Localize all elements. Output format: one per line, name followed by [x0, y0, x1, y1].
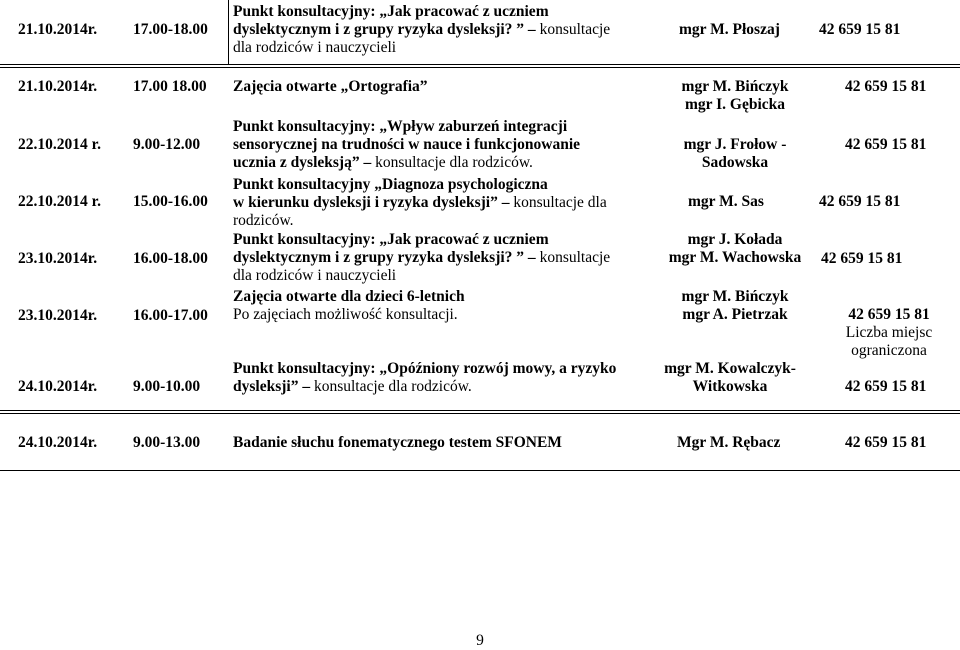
topic-note-text: konsultacje dla	[513, 194, 607, 211]
row-date: 23.10.2014r.	[18, 250, 98, 267]
row-leader	[660, 136, 810, 172]
phone-note: Liczba miejsc	[845, 324, 933, 341]
row-date: 21.10.2014r.	[18, 78, 98, 95]
row-time: 16.00-17.00	[133, 307, 208, 324]
row-date: 22.10.2014 r.	[18, 136, 101, 153]
row-phone: 42 659 15 81	[845, 78, 927, 95]
topic-note-text: konsultacje	[539, 249, 611, 266]
topic-title-text: dyslektycznym i z grupy ryzyka dysleksji? ” –	[233, 21, 540, 38]
row-date: 24.10.2014r.	[18, 378, 98, 395]
page-number: 9	[476, 632, 484, 649]
row-phone: 42 659 15 81	[819, 193, 901, 210]
topic-line	[233, 267, 610, 285]
leader-line: mgr A. Pietrzak	[682, 306, 788, 323]
topic-line	[233, 39, 610, 57]
table-rule	[0, 410, 960, 411]
topic-line	[233, 378, 616, 396]
topic-note-text: konsultacje dla rodziców.	[313, 378, 472, 395]
row-time: 9.00-12.00	[133, 136, 201, 153]
row-date: 22.10.2014 r.	[18, 193, 101, 210]
topic-line	[233, 360, 616, 378]
row-topic	[233, 434, 562, 452]
row-time: 9.00-13.00	[133, 434, 201, 451]
topic-title-text: sensorycznej na trudności w nauce i funkcjonowanie	[233, 136, 581, 153]
row-leader	[660, 288, 810, 324]
row-leader: mgr M. Płoszaj	[679, 21, 780, 38]
row-leader	[660, 78, 810, 114]
row-topic	[233, 288, 465, 324]
table-rule	[0, 67, 960, 68]
row-topic	[233, 176, 607, 230]
table-divider	[228, 0, 229, 64]
topic-line	[233, 154, 580, 172]
leader-line: mgr M. Kowalczyk-	[664, 360, 796, 377]
row-date: 21.10.2014r.	[18, 21, 98, 38]
topic-line	[233, 231, 610, 249]
leader-line: Witkowska	[692, 378, 768, 395]
topic-note-text: konsultacje	[539, 21, 611, 38]
topic-title-text: ucznia z dysleksją” –	[233, 154, 376, 171]
leader-line: Sadowska	[701, 154, 769, 171]
topic-title-text: w kierunku dysleksji i ryzyka dysleksji” –	[233, 194, 514, 211]
topic-title-text: Zajęcia otwarte dla dzieci 6-letnich	[233, 288, 465, 305]
topic-title-text: Zajęcia otwarte „Ortografia”	[233, 78, 428, 95]
row-phone: 42 659 15 81	[845, 378, 927, 395]
topic-title-text: Punkt konsultacyjny „Diagnoza psychologiczna	[233, 176, 548, 193]
row-date: 23.10.2014r.	[18, 307, 98, 324]
row-time: 17.00 18.00	[133, 78, 207, 95]
topic-note-text: Po zajęciach możliwość konsultacji.	[233, 306, 458, 323]
leader-line: mgr I. Gębicka	[684, 96, 786, 113]
row-leader	[660, 231, 810, 267]
topic-line	[233, 212, 607, 230]
topic-note-text: konsultacje dla rodziców.	[375, 154, 533, 171]
phone-value: 42 659 15 81	[848, 306, 930, 323]
topic-line	[233, 194, 607, 212]
topic-line	[233, 176, 607, 194]
row-topic	[233, 360, 616, 396]
row-topic	[233, 3, 610, 57]
table-rule	[0, 64, 960, 65]
row-topic	[233, 118, 580, 172]
topic-line	[233, 434, 562, 452]
topic-line	[233, 249, 610, 267]
topic-title-text: Punkt konsultacyjny: „Jak pracować z uczniem	[233, 231, 549, 248]
topic-line	[233, 288, 465, 306]
topic-line	[233, 136, 580, 154]
row-phone: 42 659 15 81	[845, 136, 927, 153]
row-time: 17.00-18.00	[133, 21, 208, 38]
topic-line	[233, 3, 610, 21]
row-leader: Mgr M. Rębacz	[677, 434, 781, 451]
leader-line: mgr M. Bińczyk	[681, 78, 789, 95]
row-phone: 42 659 15 81	[819, 21, 901, 38]
topic-note-text: rodziców.	[233, 212, 294, 229]
row-leader	[655, 360, 805, 396]
phone-note: ograniczona	[851, 342, 927, 359]
table-rule	[0, 413, 960, 414]
topic-line	[233, 21, 610, 39]
leader-line: mgr M. Wachowska	[668, 249, 802, 266]
topic-title-text: Badanie słuchu fonematycznego testem SFONEM	[233, 434, 562, 451]
leader-line: mgr M. Bińczyk	[681, 288, 789, 305]
row-phone: 42 659 15 81	[845, 434, 927, 451]
topic-title-text: dyslektycznym i z grupy ryzyka dysleksji? ” –	[233, 249, 540, 266]
leader-line: mgr J. Kołada	[687, 231, 783, 248]
topic-title-text: Punkt konsultacyjny: „Wpływ zaburzeń integracji	[233, 118, 568, 135]
row-phone	[830, 306, 948, 360]
topic-line	[233, 78, 428, 96]
topic-note-text: dla rodziców i nauczycieli	[233, 267, 397, 284]
topic-note-text: dla rodziców i nauczycieli	[233, 39, 397, 56]
topic-title-text: Punkt konsultacyjny: „Opóźniony rozwój mowy, a ryzyko	[233, 360, 617, 377]
topic-title-text: dysleksji” –	[233, 378, 314, 395]
row-phone: 42 659 15 81	[821, 250, 903, 267]
topic-line	[233, 306, 465, 324]
leader-line: mgr J. Frołow -	[683, 136, 787, 153]
row-topic	[233, 78, 428, 96]
row-topic	[233, 231, 610, 285]
table-rule	[0, 470, 960, 471]
topic-line	[233, 118, 580, 136]
row-date: 24.10.2014r.	[18, 434, 98, 451]
row-time: 16.00-18.00	[133, 250, 208, 267]
topic-title-text: Punkt konsultacyjny: „Jak pracować z uczniem	[233, 3, 549, 20]
row-time: 15.00-16.00	[133, 193, 208, 210]
row-leader: mgr M. Sas	[688, 193, 764, 210]
row-time: 9.00-10.00	[133, 378, 201, 395]
